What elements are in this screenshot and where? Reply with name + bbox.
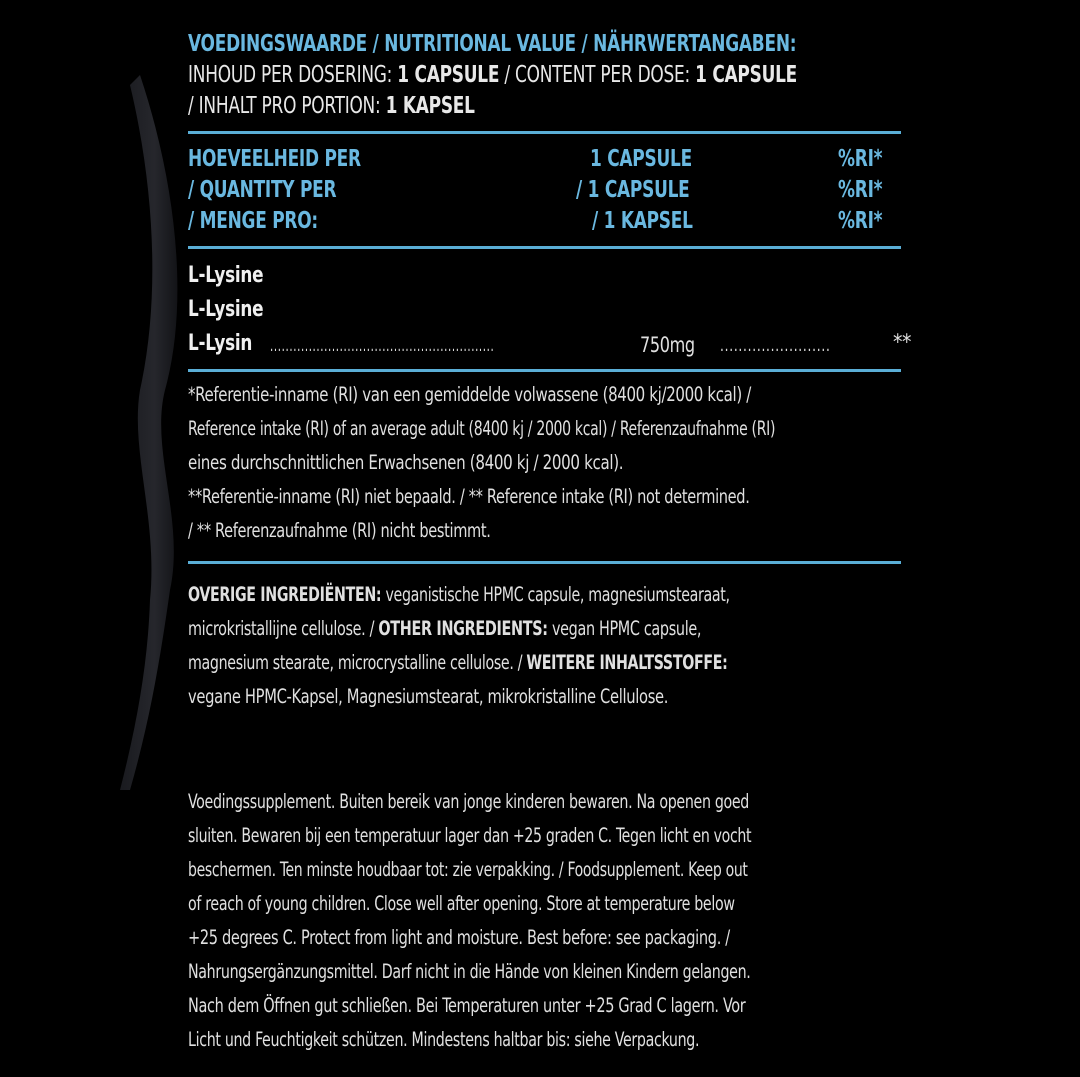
other-ingredients-line-2: microkristallijne cellulose. / OTHER INGREDIENTS: vegan HPMC capsule,: [188, 617, 702, 640]
instructions-line-6: Nahrungsergänzungsmittel. Darf nicht in die Hände von kleinen Kindern gelangen.: [188, 960, 751, 983]
divider-line: [188, 561, 901, 564]
footnote-line-1: *Referentie-inname (RI) van een gemiddelde volwassene (8400 kj/2000 kcal) /: [188, 383, 751, 406]
leader-dots: ..........................................................: [270, 335, 495, 356]
divider-line: [188, 246, 901, 249]
footnote-line-2: Reference intake (RI) of an average adult (8400 kj / 2000 kcal) / Referenzaufnahme (RI): [188, 417, 776, 440]
footnote-line-3: eines durchschnittlichen Erwachsenen (8400 kj / 2000 kcal).: [188, 451, 624, 474]
other-ingredients-line-4: vegane HPMC-Kapsel, Magnesiumstearat, mikrokristalline Cellulose.: [188, 685, 669, 708]
table-header-col1-row3: / MENGE PRO:: [188, 208, 318, 234]
nutrition-title: VOEDINGSWAARDE / NUTRITIONAL VALUE / NÄHRWERTANGABEN:: [188, 31, 797, 57]
instructions-line-5: +25 degrees C. Protect from light and moisture. Best before: see packaging. /: [188, 926, 730, 949]
footnote-line-5: / ** Referenzaufnahme (RI) nicht bestimmt.: [188, 519, 491, 542]
table-header-col1-row1: HOEVEELHEID PER: [188, 146, 361, 172]
instructions-line-4: of reach of young children. Close well after opening. Store at temperature below: [188, 892, 735, 915]
content-per-dose: INHOUD PER DOSERING: 1 CAPSULE / CONTENT PER DOSE: 1 CAPSULE: [188, 62, 798, 88]
instructions-line-2: sluiten. Bewaren bij een temperatuur lager dan +25 graden C. Tegen licht en vocht: [188, 824, 752, 847]
instructions-line-8: Licht und Feuchtigkeit schützen. Mindestens haltbar bis: siehe Verpackung.: [188, 1028, 700, 1051]
footnote-line-4: **Referentie-inname (RI) niet bepaald. / ** Reference intake (RI) not determined.: [188, 485, 750, 508]
ingredient-ri: **: [893, 330, 912, 354]
table-header-col1-row2: / QUANTITY PER: [188, 177, 337, 203]
table-header-col3-row2: %RI*: [838, 177, 883, 203]
table-header-col2-row2: / 1 CAPSULE: [576, 177, 690, 203]
ingredient-name-de: L-Lysin: [188, 331, 253, 356]
divider-line: [188, 369, 901, 372]
instructions-line-1: Voedingssupplement. Buiten bereik van jonge kinderen bewaren. Na openen goed: [188, 790, 750, 813]
ingredient-name-en: L-Lysine: [188, 297, 264, 322]
other-ingredients-line-3: magnesium stearate, microcrystalline cellulose. / WEITERE INHALTSSTOFFE:: [188, 651, 728, 674]
instructions-line-3: beschermen. Ten minste houdbaar tot: zie verpakking. / Foodsupplement. Keep out: [188, 858, 748, 881]
inhalt-pro-portion: / INHALT PRO PORTION: 1 KAPSEL: [188, 93, 475, 119]
instructions-line-7: Nach dem Öffnen gut schließen. Bei Temperaturen unter +25 Grad C lagern. Vor: [188, 994, 746, 1017]
table-header-col3-row1: %RI*: [838, 146, 883, 172]
other-ingredients-line-1: OVERIGE INGREDIËNTEN: veganistische HPMC capsule, magnesiumstearaat,: [188, 583, 730, 606]
ingredient-name-nl: L-Lysine: [188, 263, 264, 288]
table-header-col2-row3: / 1 KAPSEL: [592, 208, 693, 234]
divider-line: [188, 131, 901, 134]
leader-dots: ........................: [720, 335, 831, 356]
table-header-col3-row3: %RI*: [838, 208, 883, 234]
ingredient-amount: 750mg: [640, 333, 695, 357]
table-header-col2-row1: 1 CAPSULE: [590, 146, 692, 172]
